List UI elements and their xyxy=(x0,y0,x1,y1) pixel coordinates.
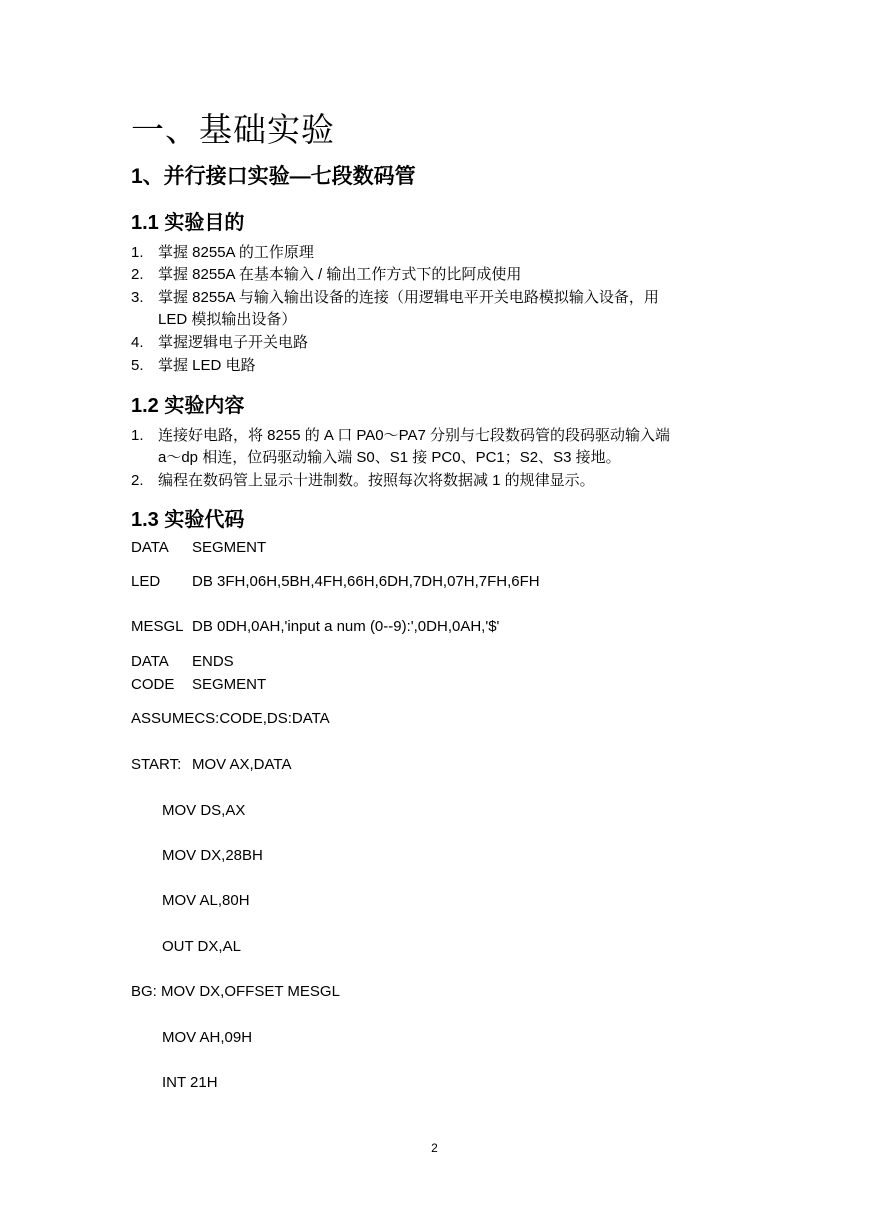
chapter-heading: 一、基础实验 xyxy=(131,110,335,149)
code-operation: SEGMENT xyxy=(192,539,267,556)
list-text: 掌握 8255A 的工作原理 xyxy=(158,244,314,261)
code-operation: MOV DX,28BH xyxy=(162,847,263,864)
code-operation: MOV DS,AX xyxy=(162,802,246,819)
purpose-heading: 1.1 实验目的 xyxy=(131,212,245,234)
list-text: 连接好电路，将 8255 的 A 口 PA0～PA7 分别与七段数码管的段码驱动输入端 xyxy=(158,427,671,444)
list-number: 4. xyxy=(131,334,144,351)
list-text: 掌握 8255A 在基本输入 / 输出工作方式下的比阿成使用 xyxy=(158,266,522,283)
code-operation: DB 3FH,06H,5BH,4FH,66H,6DH,7DH,07H,7FH,6FH xyxy=(192,573,540,590)
list-number: 5. xyxy=(131,357,144,374)
code-line xyxy=(162,892,250,909)
purpose-item-1 xyxy=(131,242,314,264)
purpose-item-5 xyxy=(131,355,256,377)
content-item-2 xyxy=(131,470,595,492)
code-operation: OUT DX,AL xyxy=(162,938,241,955)
list-number: 1. xyxy=(131,244,144,261)
list-text: 掌握 8255A 与输入输出设备的连接（用逻辑电平开关电路模拟输入设备，用 xyxy=(158,289,659,306)
code-operation: INT 21H xyxy=(162,1074,218,1091)
code-operation: MOV AL,80H xyxy=(162,892,250,909)
code-line xyxy=(162,1074,218,1091)
code-label: START: xyxy=(131,756,182,773)
list-text: 掌握 LED 电路 xyxy=(158,357,256,374)
code-label: LED xyxy=(131,573,161,590)
code-operation: MOV AX,DATA xyxy=(192,756,292,773)
code-operation: ENDS xyxy=(192,653,234,670)
code-line xyxy=(162,938,241,955)
code-operation: DB 0DH,0AH,'input a num (0--9):',0DH,0AH,'$' xyxy=(192,618,500,635)
page-number: 2 xyxy=(431,1141,438,1155)
code-operation: MOV AH,09H xyxy=(162,1029,253,1046)
code-label: BG: MOV DX,OFFSET MESGL xyxy=(131,983,340,1000)
code-heading: 1.3 实验代码 xyxy=(131,509,245,531)
code-line xyxy=(162,802,245,819)
code-label: ASSUMECS:CODE,DS:DATA xyxy=(131,710,330,727)
code-label: CODE xyxy=(131,676,175,693)
list-number: 1. xyxy=(131,427,144,444)
list-number: 3. xyxy=(131,289,144,306)
list-text-continuation: LED 模拟输出设备） xyxy=(158,311,297,328)
list-number: 2. xyxy=(131,472,144,489)
code-line xyxy=(162,847,263,864)
code-label: MESGL xyxy=(131,618,184,635)
purpose-item-3 xyxy=(131,287,659,328)
content-heading: 1.2 实验内容 xyxy=(131,395,245,417)
content-item-1 xyxy=(131,425,671,466)
list-text-continuation: a～dp 相连，位码驱动输入端 S0、S1 接 PC0、PC1；S2、S3 接地。 xyxy=(158,449,621,466)
code-operation: SEGMENT xyxy=(192,676,267,693)
list-number: 2. xyxy=(131,266,144,283)
code-line xyxy=(162,1029,252,1046)
code-label: DATA xyxy=(131,653,169,670)
list-text: 编程在数码管上显示十进制数。按照每次将数据减 1 的规律显示。 xyxy=(158,472,595,489)
code-label: DATA xyxy=(131,539,169,556)
purpose-item-2 xyxy=(131,264,521,286)
purpose-item-4 xyxy=(131,332,308,354)
list-text: 掌握逻辑电子开关电路 xyxy=(158,334,309,351)
section-heading: 1、并行接口实验—七段数码管 xyxy=(131,165,416,188)
